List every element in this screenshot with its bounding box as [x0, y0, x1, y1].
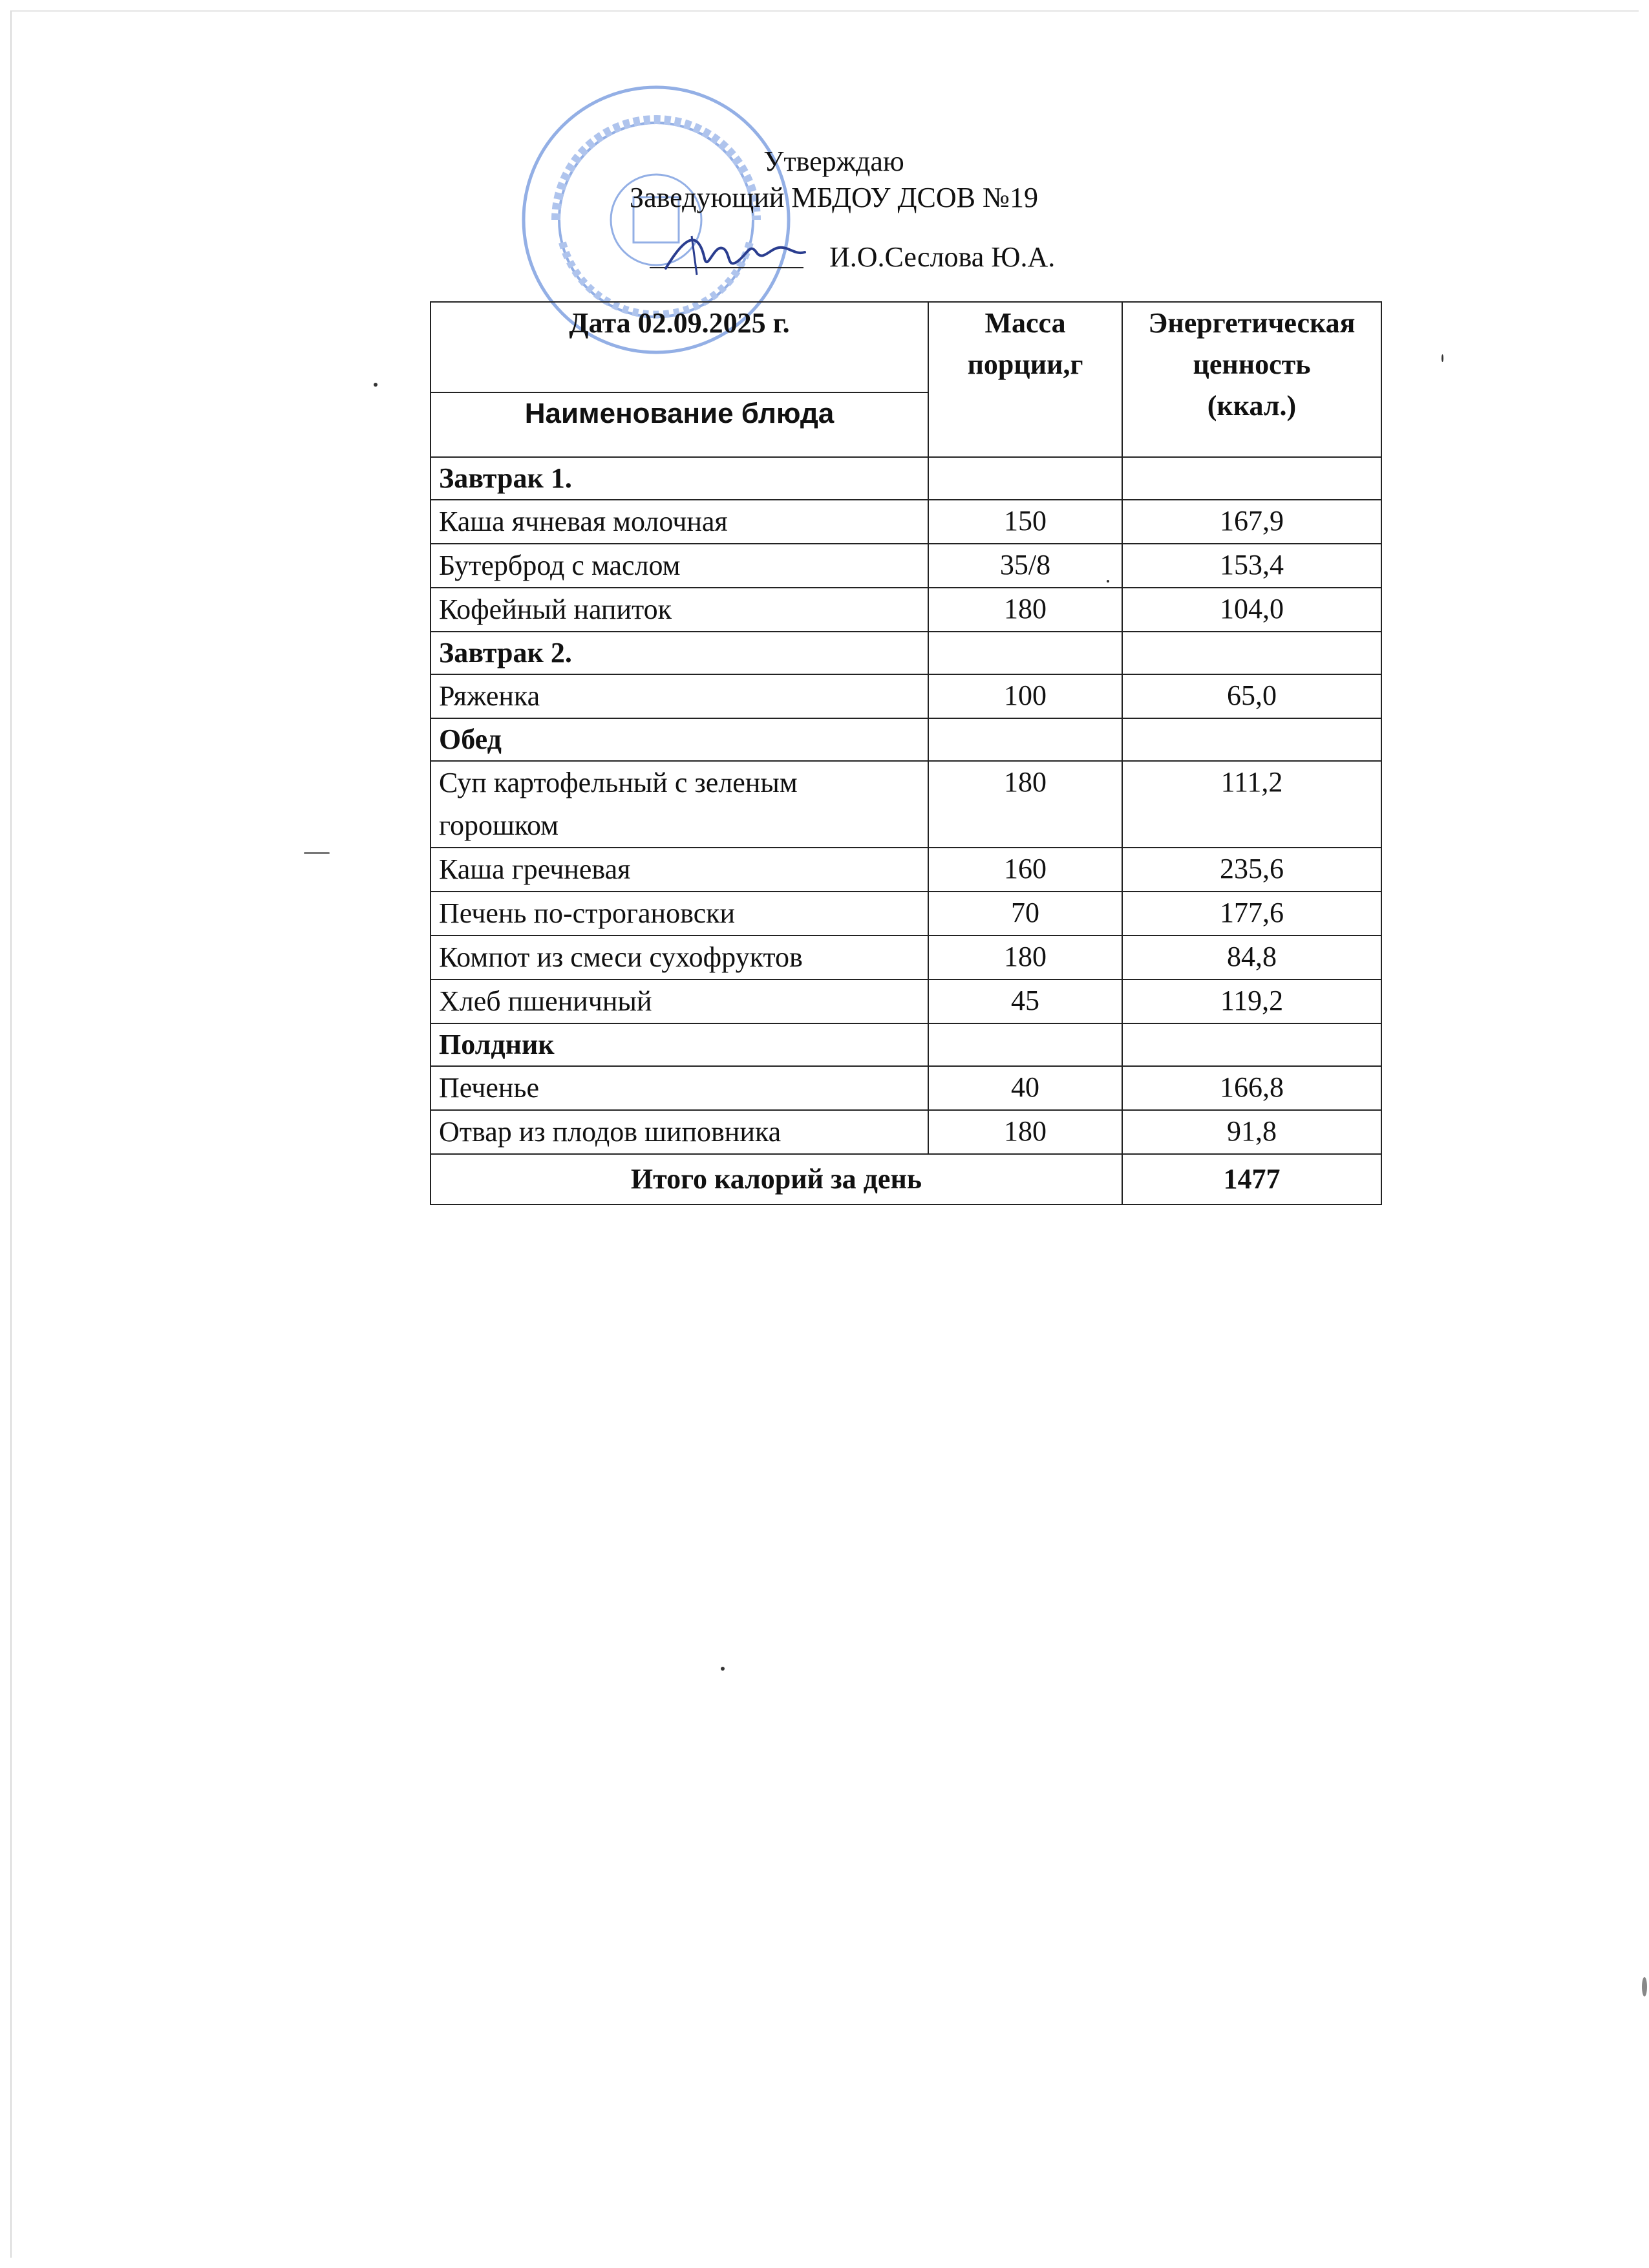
- header-energy-line3: (ккал.): [1207, 390, 1297, 422]
- dish-mass: 35/8: [928, 544, 1122, 588]
- section-name: Завтрак 2.: [431, 632, 928, 674]
- section-energy-empty: [1122, 632, 1381, 674]
- total-value: 1477: [1122, 1154, 1381, 1204]
- dish-mass: 160: [928, 848, 1122, 892]
- dish-mass: 70: [928, 892, 1122, 936]
- section-mass-empty: [928, 457, 1122, 500]
- table-row: [431, 979, 1381, 1023]
- menu-table: [430, 301, 1382, 1205]
- section-name: Обед: [431, 718, 928, 761]
- signature: [659, 223, 808, 281]
- dish-mass: 180: [928, 936, 1122, 979]
- table-row: [431, 892, 1381, 936]
- dish-name: Печень по-строгановски: [431, 892, 928, 936]
- dish-name: Компот из смеси сухофруктов: [431, 936, 928, 979]
- dish-mass: 180: [928, 588, 1122, 632]
- dish-energy: 235,6: [1122, 848, 1381, 892]
- section-energy-empty: [1122, 1023, 1381, 1066]
- section-mass-empty: [928, 718, 1122, 761]
- approver-position: Заведующий МБДОУ ДСОВ №19: [630, 182, 1038, 213]
- menu-body: [431, 457, 1381, 1204]
- section-energy-empty: [1122, 457, 1381, 500]
- dish-energy: 167,9: [1122, 500, 1381, 544]
- header-mass-line2: порции,г: [967, 348, 1083, 380]
- dish-energy: 65,0: [1122, 674, 1381, 718]
- section-row: [431, 718, 1381, 761]
- table-row: [431, 936, 1381, 979]
- section-name: Завтрак 1.: [431, 457, 928, 500]
- section-energy-empty: [1122, 718, 1381, 761]
- approval-block: [511, 144, 1157, 216]
- dish-energy: 177,6: [1122, 892, 1381, 936]
- section-row: [431, 632, 1381, 674]
- dish-energy: 104,0: [1122, 588, 1381, 632]
- scan-speck: [1642, 1977, 1647, 1996]
- dish-mass: 100: [928, 674, 1122, 718]
- dish-name: Печенье: [431, 1066, 928, 1110]
- dish-energy: 153,4: [1122, 544, 1381, 588]
- header-energy-line1: Энергетическая: [1148, 307, 1356, 339]
- header-mass: [928, 302, 1122, 457]
- table-row: [431, 1110, 1381, 1154]
- dish-mass: 40: [928, 1066, 1122, 1110]
- section-mass-empty: [928, 632, 1122, 674]
- dish-name: Каша гречневая: [431, 848, 928, 892]
- dish-name: Ряженка: [431, 674, 928, 718]
- dish-energy: 91,8: [1122, 1110, 1381, 1154]
- table-row: [431, 588, 1381, 632]
- dish-name: Кофейный напиток: [431, 588, 928, 632]
- dish-energy: 111,2: [1122, 761, 1381, 848]
- dish-name: Каша ячневая молочная: [431, 500, 928, 544]
- dish-name: Бутерброд с маслом: [431, 544, 928, 588]
- dish-mass: 45: [928, 979, 1122, 1023]
- header-date: Дата 02.09.2025 г.: [431, 302, 928, 392]
- table-row: [431, 500, 1381, 544]
- scan-speck: [304, 852, 330, 854]
- dish-energy: 166,8: [1122, 1066, 1381, 1110]
- dish-mass: 180: [928, 761, 1122, 848]
- scan-speck: [721, 1667, 725, 1671]
- scan-speck: [374, 383, 378, 387]
- dish-mass: 150: [928, 500, 1122, 544]
- section-row: [431, 457, 1381, 500]
- header-energy-line2: ценность: [1193, 348, 1311, 380]
- header-mass-line1: Масса: [984, 307, 1066, 339]
- dish-name: Хлеб пшеничный: [431, 979, 928, 1023]
- table-row: [431, 761, 1381, 848]
- header-energy: [1122, 302, 1381, 457]
- table-row: [431, 1066, 1381, 1110]
- dish-energy: 84,8: [1122, 936, 1381, 979]
- section-row: [431, 1023, 1381, 1066]
- dish-name: Суп картофельный с зеленым горошком: [431, 761, 928, 848]
- approve-word: Утверждаю: [763, 145, 904, 177]
- total-row: [431, 1154, 1381, 1204]
- section-name: Полдник: [431, 1023, 928, 1066]
- dish-energy: 119,2: [1122, 979, 1381, 1023]
- table-row: [431, 544, 1381, 588]
- dish-mass: 180: [928, 1110, 1122, 1154]
- signer-name: И.О.Сеслова Ю.А.: [829, 241, 1056, 273]
- scan-speck: [1107, 580, 1109, 583]
- scan-speck: [1442, 354, 1443, 362]
- header-dish-name: Наименование блюда: [431, 392, 928, 457]
- table-row: [431, 674, 1381, 718]
- section-mass-empty: [928, 1023, 1122, 1066]
- dish-name: Отвар из плодов шиповника: [431, 1110, 928, 1154]
- total-label: Итого калорий за день: [431, 1154, 1122, 1204]
- table-row: [431, 848, 1381, 892]
